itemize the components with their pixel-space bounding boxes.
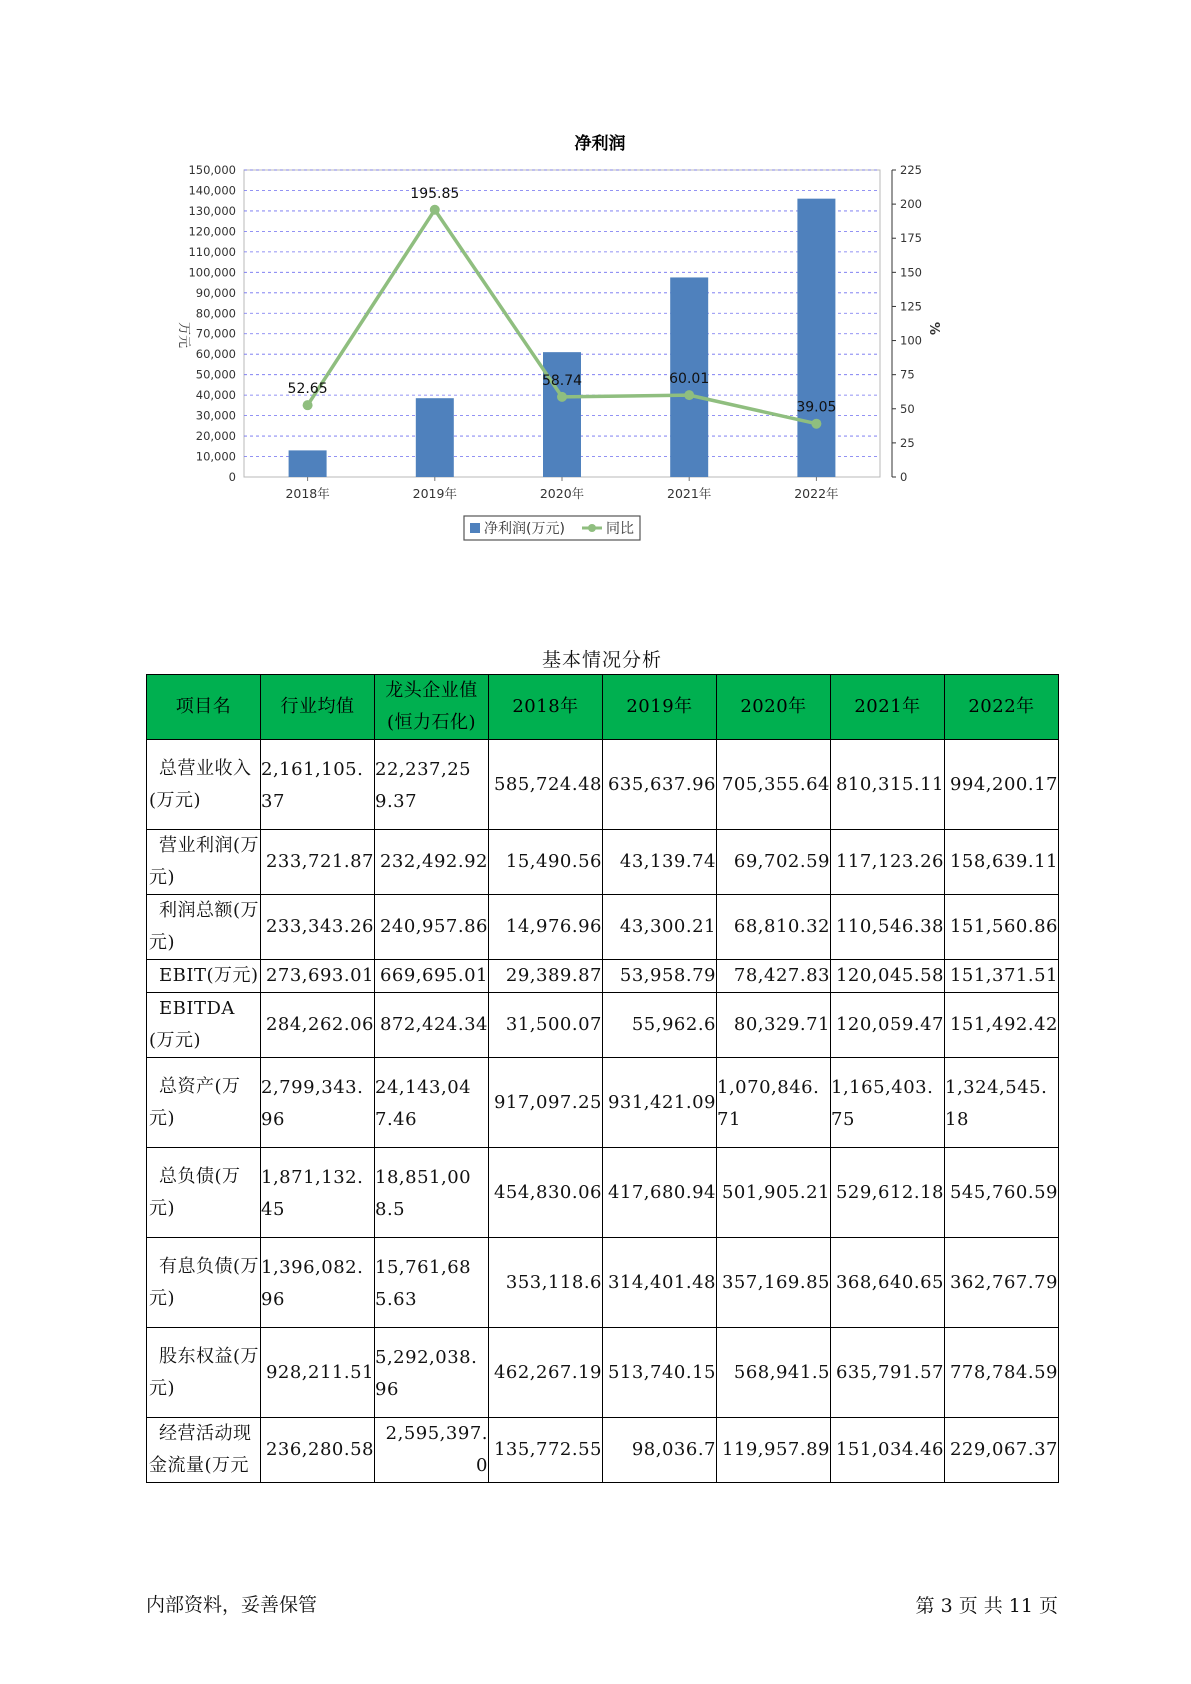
table-cell: 2,799,343.96 <box>261 1058 375 1148</box>
table-row <box>147 1418 1059 1483</box>
table-cell: 151,371.51 <box>945 960 1059 993</box>
basic-analysis-table <box>146 674 1059 1483</box>
table-cell: 417,680.94 <box>603 1148 717 1238</box>
y-axis-right <box>892 163 922 484</box>
bar <box>289 450 327 477</box>
row-label: 经营活动现金流量(万元 <box>147 1418 261 1483</box>
table-cell: 43,300.21 <box>603 895 717 960</box>
table-header-cell: 2018年 <box>489 675 603 740</box>
table-cell: 24,143,047.46 <box>375 1058 489 1148</box>
y-tick-label: 110,000 <box>188 244 236 259</box>
table-cell: 151,034.46 <box>831 1418 945 1483</box>
table-cell: 5,292,038.96 <box>375 1328 489 1418</box>
table-cell: 1,396,082.96 <box>261 1238 375 1328</box>
table-cell: 236,280.58 <box>261 1418 375 1483</box>
table-cell: 135,772.55 <box>489 1418 603 1483</box>
x-tick-label: 2018年 <box>285 486 330 501</box>
table-row <box>147 1058 1059 1148</box>
table-cell: 240,957.86 <box>375 895 489 960</box>
table-cell: 2,595,397.0 <box>375 1418 489 1483</box>
legend-line-marker <box>588 524 596 532</box>
table-cell: 68,810.32 <box>717 895 831 960</box>
x-tick-label: 2021年 <box>667 486 712 501</box>
table-cell: 158,639.11 <box>945 830 1059 895</box>
table-row <box>147 740 1059 830</box>
table-cell: 669,695.01 <box>375 960 489 993</box>
yoy-point <box>811 419 821 429</box>
row-label: EBIT(万元) <box>147 960 261 993</box>
net-profit-chart <box>170 130 1030 590</box>
table-cell: 994,200.17 <box>945 740 1059 830</box>
table-cell: 635,637.96 <box>603 740 717 830</box>
legend-bar-label: 净利润(万元) <box>484 521 565 537</box>
y-tick-label: 40,000 <box>195 388 236 403</box>
y-tick-label: 70,000 <box>195 326 236 341</box>
table-cell: 529,612.18 <box>831 1148 945 1238</box>
y2-tick-label: 175 <box>900 231 922 246</box>
table-cell: 233,343.26 <box>261 895 375 960</box>
table-cell: 810,315.11 <box>831 740 945 830</box>
yoy-point <box>557 392 567 402</box>
table-cell: 635,791.57 <box>831 1328 945 1418</box>
table-cell: 454,830.06 <box>489 1148 603 1238</box>
table-cell: 18,851,008.5 <box>375 1148 489 1238</box>
yoy-point <box>430 205 440 215</box>
bar <box>416 398 454 477</box>
y-tick-label: 50,000 <box>195 367 236 382</box>
row-label: 总营业收入(万元) <box>147 740 261 830</box>
legend-bar-swatch <box>470 523 480 533</box>
table-cell: 314,401.48 <box>603 1238 717 1328</box>
table-cell: 98,036.7 <box>603 1418 717 1483</box>
table-cell: 872,424.34 <box>375 993 489 1058</box>
table-cell: 110,546.38 <box>831 895 945 960</box>
table-row <box>147 960 1059 993</box>
table-cell: 78,427.83 <box>717 960 831 993</box>
row-label: 有息负债(万元) <box>147 1238 261 1328</box>
table-row <box>147 1238 1059 1328</box>
y-tick-label: 130,000 <box>188 203 236 218</box>
table-cell: 53,958.79 <box>603 960 717 993</box>
table-cell: 273,693.01 <box>261 960 375 993</box>
row-label: EBITDA(万元) <box>147 993 261 1058</box>
y2-tick-label: 50 <box>900 401 915 416</box>
table-cell: 80,329.71 <box>717 993 831 1058</box>
table-cell: 229,067.37 <box>945 1418 1059 1483</box>
y-tick-label: 100,000 <box>188 265 236 280</box>
yoy-data-label: 39.05 <box>796 399 837 416</box>
y-tick-label: 30,000 <box>195 408 236 423</box>
y-axis-label: 万元 <box>176 322 191 349</box>
x-tick-label: 2022年 <box>794 486 839 501</box>
table-header-row <box>147 675 1059 740</box>
table-header-cell: 2020年 <box>717 675 831 740</box>
table-cell: 43,139.74 <box>603 830 717 895</box>
row-label: 总资产(万元) <box>147 1058 261 1148</box>
chart-title: 净利润 <box>574 134 626 154</box>
table-cell: 585,724.48 <box>489 740 603 830</box>
y-tick-label: 80,000 <box>195 306 236 321</box>
row-label: 股东权益(万元) <box>147 1328 261 1418</box>
y-tick-label: 10,000 <box>195 449 236 464</box>
row-label: 营业利润(万元) <box>147 830 261 895</box>
table-cell: 1,324,545.18 <box>945 1058 1059 1148</box>
legend-line-label: 同比 <box>606 521 634 537</box>
page-number: 第 3 页 共 11 页 <box>915 1595 1058 1617</box>
table-cell: 31,500.07 <box>489 993 603 1058</box>
footer-note: 内部资料，妥善保管 <box>146 1594 318 1616</box>
y-tick-label: 60,000 <box>195 347 236 362</box>
x-axis <box>285 477 838 501</box>
table-header-cell: 2022年 <box>945 675 1059 740</box>
table-cell: 22,237,259.37 <box>375 740 489 830</box>
x-tick-label: 2020年 <box>539 486 585 501</box>
table-cell: 931,421.09 <box>603 1058 717 1148</box>
y2-tick-label: 100 <box>900 333 922 348</box>
table-cell: 362,767.79 <box>945 1238 1059 1328</box>
table-cell: 2,161,105.37 <box>261 740 375 830</box>
table-cell: 462,267.19 <box>489 1328 603 1418</box>
table-cell: 353,118.6 <box>489 1238 603 1328</box>
y-tick-label: 90,000 <box>195 285 236 300</box>
table-cell: 357,169.85 <box>717 1238 831 1328</box>
y-tick-label: 0 <box>228 470 236 484</box>
yoy-data-label: 52.65 <box>287 381 328 398</box>
table-cell: 928,211.51 <box>261 1328 375 1418</box>
table-cell: 1,165,403.75 <box>831 1058 945 1148</box>
yoy-point <box>303 400 313 410</box>
y2-tick-label: 25 <box>900 435 915 450</box>
table-header-cell: 龙头企业值(恒力石化) <box>375 675 489 740</box>
table-cell: 29,389.87 <box>489 960 603 993</box>
y2-tick-label: 75 <box>900 367 915 382</box>
table-cell: 705,355.64 <box>717 740 831 830</box>
table-cell: 545,760.59 <box>945 1148 1059 1238</box>
table-cell: 117,123.26 <box>831 830 945 895</box>
table-caption: 基本情况分析 <box>541 649 662 671</box>
table-cell: 151,492.42 <box>945 993 1059 1058</box>
yoy-data-label: 60.01 <box>669 371 710 388</box>
table-header-cell: 2019年 <box>603 675 717 740</box>
legend <box>464 516 640 540</box>
yoy-data-label: 195.85 <box>410 185 460 202</box>
table-cell: 15,490.56 <box>489 830 603 895</box>
yoy-data-label: 58.74 <box>541 372 583 389</box>
y2-tick-label: 200 <box>900 197 922 212</box>
y2-tick-label: 125 <box>900 299 922 314</box>
table-row <box>147 993 1059 1058</box>
bar <box>543 352 581 477</box>
table-cell: 15,761,685.63 <box>375 1238 489 1328</box>
y-tick-label: 120,000 <box>188 224 236 239</box>
table-cell: 233,721.87 <box>261 830 375 895</box>
table-row <box>147 1328 1059 1418</box>
table-cell: 14,976.96 <box>489 895 603 960</box>
table-row <box>147 895 1059 960</box>
row-label: 利润总额(万元) <box>147 895 261 960</box>
table-cell: 151,560.86 <box>945 895 1059 960</box>
table-cell: 69,702.59 <box>717 830 831 895</box>
yoy-point <box>684 390 694 400</box>
table-cell: 1,070,846.71 <box>717 1058 831 1148</box>
y-tick-label: 140,000 <box>188 183 236 198</box>
table-cell: 55,962.6 <box>603 993 717 1058</box>
table-header-cell: 行业均值 <box>261 675 375 740</box>
table-cell: 232,492.92 <box>375 830 489 895</box>
table-cell: 368,640.65 <box>831 1238 945 1328</box>
table-cell: 119,957.89 <box>717 1418 831 1483</box>
x-tick-label: 2019年 <box>412 486 457 501</box>
table-cell: 120,045.58 <box>831 960 945 993</box>
table-row <box>147 830 1059 895</box>
y-axis-left <box>188 163 236 484</box>
y2-tick-label: 0 <box>900 470 908 484</box>
table-cell: 501,905.21 <box>717 1148 831 1238</box>
bar <box>797 199 835 477</box>
table-cell: 568,941.5 <box>717 1328 831 1418</box>
y-tick-label: 20,000 <box>195 429 236 444</box>
table-cell: 1,871,132.45 <box>261 1148 375 1238</box>
y2-axis-label: % <box>926 322 941 336</box>
table-row <box>147 1148 1059 1238</box>
table-header-cell: 项目名 <box>147 675 261 740</box>
table-cell: 284,262.06 <box>261 993 375 1058</box>
table-header-cell: 2021年 <box>831 675 945 740</box>
table-cell: 120,059.47 <box>831 993 945 1058</box>
table-cell: 917,097.25 <box>489 1058 603 1148</box>
table-cell: 778,784.59 <box>945 1328 1059 1418</box>
y2-tick-label: 225 <box>900 163 922 177</box>
y-tick-label: 150,000 <box>188 163 236 177</box>
table-cell: 513,740.15 <box>603 1328 717 1418</box>
y2-tick-label: 150 <box>900 265 922 280</box>
row-label: 总负债(万元) <box>147 1148 261 1238</box>
